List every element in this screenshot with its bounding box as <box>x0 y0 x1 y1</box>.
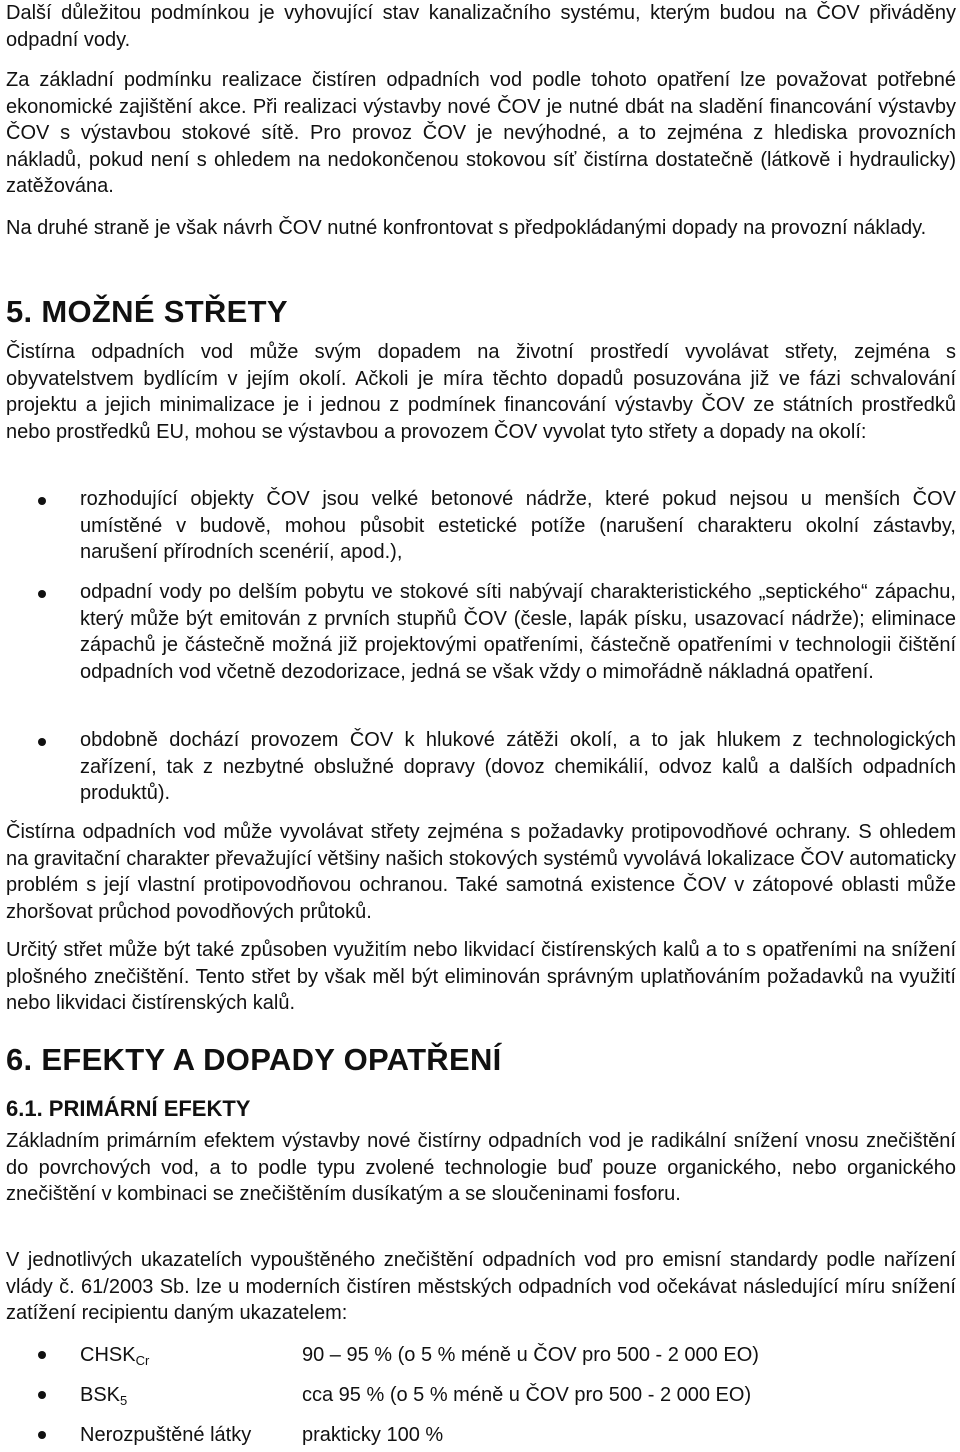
indicator-name: Nerozpuštěné látky <box>80 1424 252 1446</box>
bullet-icon <box>38 497 46 505</box>
section-6-heading: 6. EFEKTY A DOPADY OPATŘENÍ <box>6 1042 502 1077</box>
paragraph-emission-standards: V jednotlivých ukazatelích vypouštěného znečištění odpadních vod pro emisní standardy podle nařízení vlády č. 61/2003 Sb. lze u moderních čistíren městských odpadních vod očekávat následující míru snížení zatížení recipientu daným ukazatelem: <box>6 1249 956 1324</box>
bullet-icon <box>38 1351 46 1359</box>
section-5-heading: 5. MOŽNÉ STŘETY <box>6 294 288 329</box>
bullet-icon <box>38 1431 46 1439</box>
list-item-text: rozhodující objekty ČOV jsou velké betonové nádrže, které pokud nejsou u menších ČOV umístěné v budově, mohou působit estetické potíže (narušení charakteru okolní zástavby, narušení přírodních scenérií, apod.), <box>80 488 956 563</box>
indicator-name: $CHSK_{Cr}$ <box>80 1344 150 1368</box>
indicator-value: cca 95 % (o 5 % méně u ČOV pro 500 - 2 000 EO) <box>302 1384 752 1406</box>
indicator-row-chsk <box>0 1340 960 1370</box>
indicator-name: $BSK_5$ <box>80 1384 128 1408</box>
paragraph-sewer-condition: Další důležitou podmínkou je vyhovující stav kanalizačního systému, kterým budou na ČOV přiváděny odpadní vody. <box>6 2 956 51</box>
indicator-row-bsk <box>0 1380 960 1410</box>
paragraph-flood-protection: Čistírna odpadních vod může vyvolávat střety zejména s požadavky protipovodňové ochrany. S ohledem na gravitační charakter převažující většiny našich stokových systémů vyvolává lokalizace ČOV automaticky problém s její vlastní protipovodňovou ochranou. Také samotná existence ČOV v zátopové oblasti může zhoršovat průchod povodňových průtoků. <box>6 821 956 923</box>
paragraph-sludge: Určitý střet může být také způsoben využitím nebo likvidací čistírenských kalů a to s opatřeními na snížení plošného znečištění. Tento střet by však měl být eliminován správným uplatňováním požadavků na využití nebo likvidaci čistírenských kalů. <box>6 939 956 1014</box>
indicator-value: 90 – 95 % (o 5 % méně u ČOV pro 500 - 2 000 EO) <box>302 1344 759 1366</box>
section-6-1-heading: 6.1. PRIMÁRNÍ EFEKTY <box>6 1096 251 1121</box>
paragraph-operating-costs: Na druhé straně je však návrh ČOV nutné konfrontovat s předpokládanými dopady na provozní náklady. <box>6 217 927 239</box>
bullet-icon <box>38 1391 46 1399</box>
list-item-text: odpadní vody po delším pobytu ve stokové síti nabývají charakteristického „septického“ zápachu, který může být emitován z prvních stupňů ČOV (česle, lapák písku, usazovací nádrže); eliminace zápachů je částečně možná již projektovými opatřeními, částečně opatřeními v technologii čištění odpadních vod včetně dezodorizace, jedná se však vždy o mimořádně nákladná opatření. <box>80 581 956 683</box>
bullet-icon <box>38 738 46 746</box>
section-5-intro: Čistírna odpadních vod může svým dopadem na životní prostředí vyvolávat střety, zejména s obyvatelstvem bydlícím v jejím okolí. Ačkoli je míra těchto dopadů posuzována již ve fázi schvalování projektu a jejich minimalizace je i jednou z podmínek financování výstavby ČOV ze státních prostředků nebo prostředků EU, mohou se výstavbou a provozem ČOV vyvolat tyto střety a dopady na okolí: <box>6 341 956 443</box>
paragraph-primary-effects: Základním primárním efektem výstavby nové čistírny odpadních vod je radikální snížení vnosu znečištění do povrchových vod, a to podle typu zvolené technologie buď pouze organického, nebo organického znečištění v kombinaci se znečištěním dusíkatým a se sloučeninami fosforu. <box>6 1130 956 1205</box>
bullet-icon <box>38 590 46 598</box>
paragraph-economic-conditions: Za základní podmínku realizace čistíren odpadních vod podle tohoto opatření lze považovat potřebné ekonomické zajištění akce. Při realizaci výstavby nové ČOV je nutné dbát na sladění financování výstavby ČOV s výstavbou stokové sítě. Pro provoz ČOV je nevýhodné, a to zejména z hlediska provozních nákladů, pokud není s ohledem na nedokončenou stokovou síť čistírna dostatečně (látkově i hydraulicky) zatěžována. <box>6 69 956 197</box>
indicator-row-suspended-solids <box>0 1420 960 1450</box>
list-item-text: obdobně dochází provozem ČOV k hlukové zátěži okolí, a to jak hlukem z technologických zařízení, tak z nezbytné obslužné dopravy (dovoz chemikálií, odvoz kalů a dalších odpadních produktů). <box>80 729 956 804</box>
indicator-value: prakticky 100 % <box>302 1424 444 1446</box>
